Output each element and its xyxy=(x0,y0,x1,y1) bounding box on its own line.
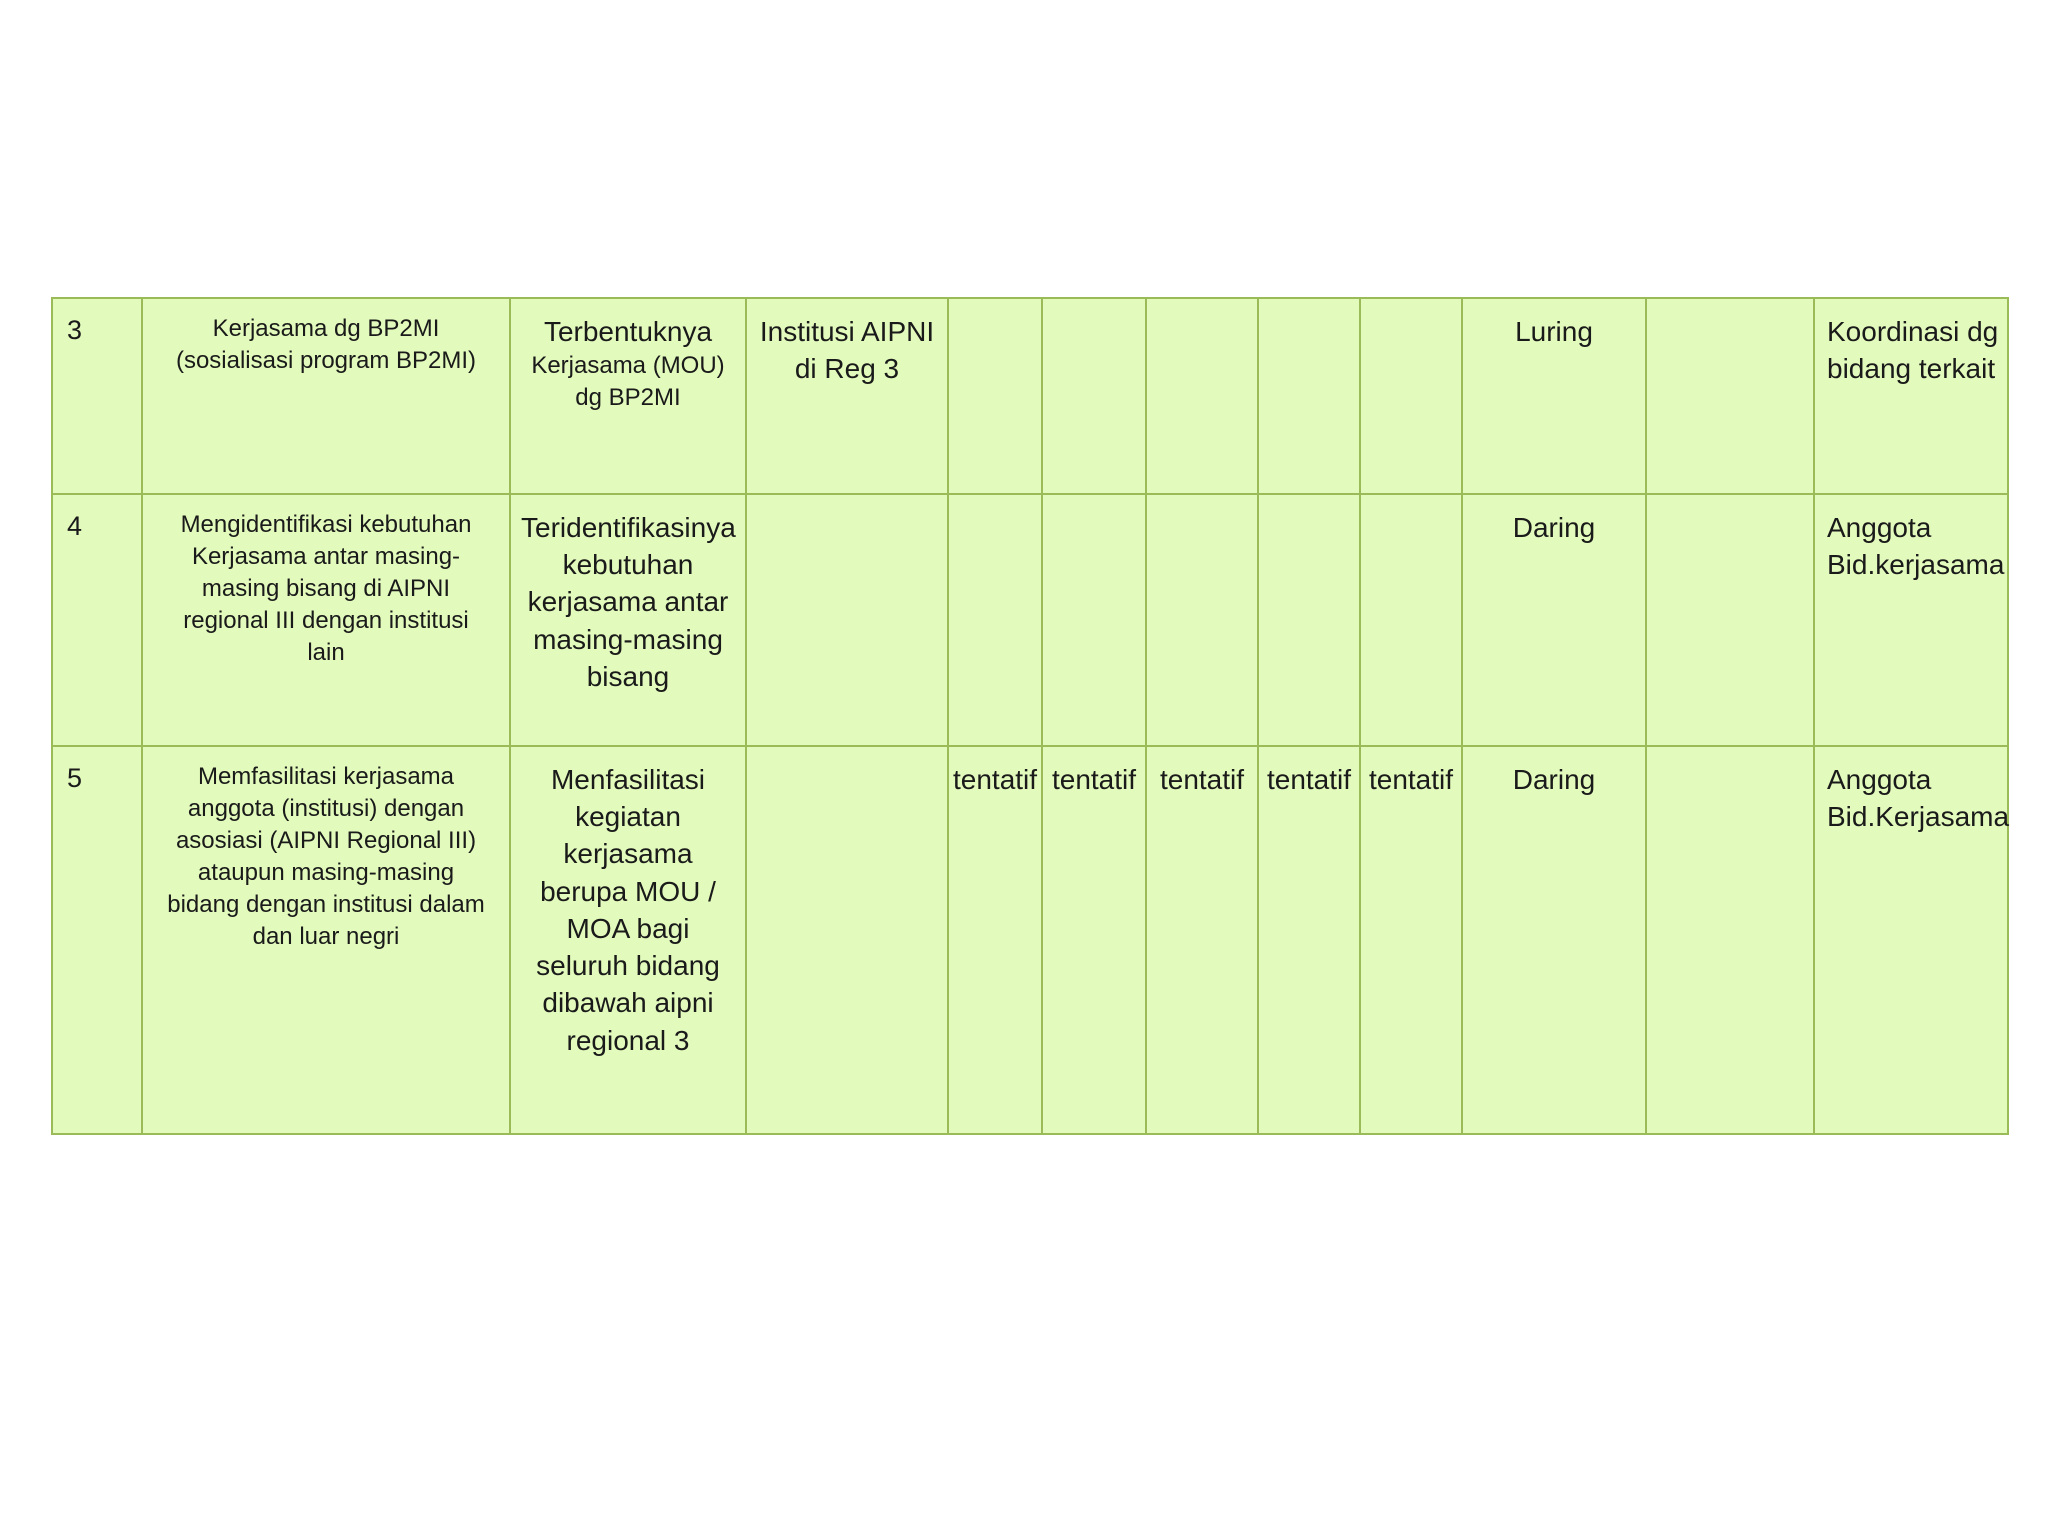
row-number-cell: 3 xyxy=(52,298,142,494)
schedule-cell: tentatif xyxy=(1146,746,1258,1134)
schedule-cell xyxy=(948,494,1042,746)
schedule-cell xyxy=(1146,494,1258,746)
target-cell xyxy=(746,494,948,746)
schedule-cell xyxy=(1360,494,1462,746)
schedule-cell: tentatif xyxy=(1360,746,1462,1134)
activity-cell: Mengidentifikasi kebutuhan Kerjasama antar masing-masing bisang di AIPNI regional III dengan institusi lain xyxy=(142,494,510,746)
note-cell: Anggota Bid.Kerjasama xyxy=(1814,746,2008,1134)
table-row xyxy=(52,746,2008,1134)
schedule-cell: tentatif xyxy=(948,746,1042,1134)
schedule-cell xyxy=(1042,494,1146,746)
schedule-cell xyxy=(1258,494,1360,746)
activity-cell: Kerjasama dg BP2MI (sosialisasi program BP2MI) xyxy=(142,298,510,494)
output-cell: Menfasilitasi kegiatan kerjasama berupa MOU / MOA bagi seluruh bidang dibawah aipni regional 3 xyxy=(510,746,746,1134)
output-text: Terbentuknya xyxy=(543,316,713,347)
row-number-cell: 4 xyxy=(52,494,142,746)
empty-cell xyxy=(1646,746,1814,1134)
schedule-cell: tentatif xyxy=(1258,746,1360,1134)
empty-cell xyxy=(1646,494,1814,746)
schedule-cell xyxy=(1146,298,1258,494)
schedule-cell: tentatif xyxy=(1042,746,1146,1134)
output-cell: Teridentifikasinya kebutuhan kerjasama antar masing-masing bisang xyxy=(510,494,746,746)
target-cell: Institusi AIPNI di Reg 3 xyxy=(746,298,948,494)
mode-cell: Luring xyxy=(1462,298,1646,494)
mode-cell: Daring xyxy=(1462,494,1646,746)
note-cell: Anggota Bid.kerjasama xyxy=(1814,494,2008,746)
schedule-cell xyxy=(1258,298,1360,494)
target-cell xyxy=(746,746,948,1134)
mode-cell: Daring xyxy=(1462,746,1646,1134)
schedule-cell xyxy=(1042,298,1146,494)
schedule-cell xyxy=(948,298,1042,494)
note-cell: Koordinasi dg bidang terkait xyxy=(1814,298,2008,494)
empty-cell xyxy=(1646,298,1814,494)
row-number-cell: 5 xyxy=(52,746,142,1134)
table-row xyxy=(52,298,2008,494)
activity-cell: Memfasilitasi kerjasama anggota (institusi) dengan asosiasi (AIPNI Regional III) ataupun masing-masing bidang dengan institusi dalam dan luar negri xyxy=(142,746,510,1134)
work-program-table xyxy=(51,297,2009,1135)
schedule-cell xyxy=(1360,298,1462,494)
output-cell xyxy=(510,298,746,494)
output-text-small: Kerjasama (MOU) dg BP2MI xyxy=(531,352,725,412)
table-row xyxy=(52,494,2008,746)
